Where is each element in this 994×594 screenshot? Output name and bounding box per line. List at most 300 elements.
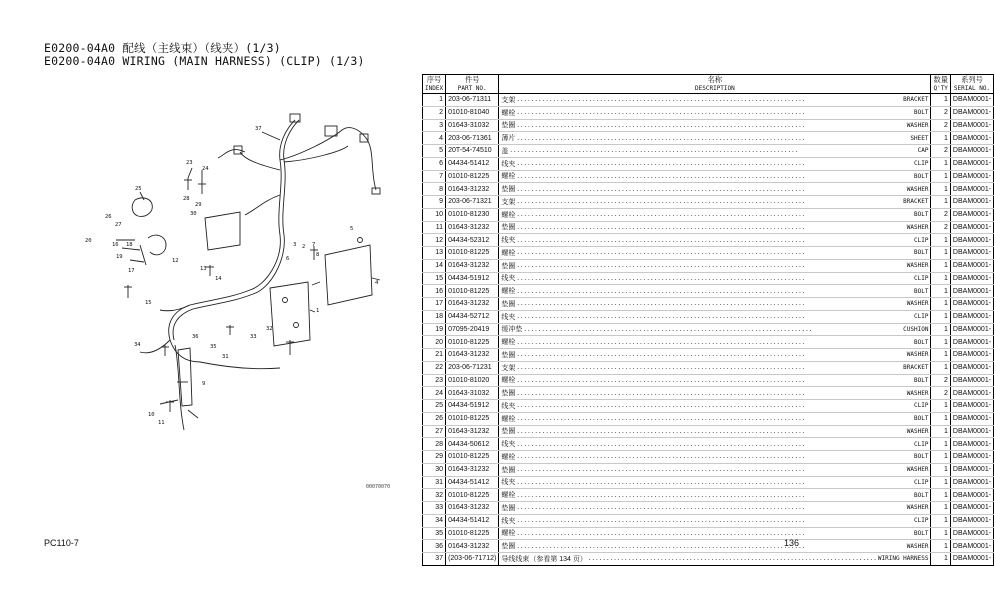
row-serial: DBAM0001-	[950, 119, 993, 132]
row-desc-cn: 支架	[501, 364, 516, 372]
row-serial: DBAM0001-	[950, 259, 993, 272]
row-part-no: 01643-31232	[446, 298, 499, 311]
leader-dots	[516, 160, 913, 167]
row-description	[499, 221, 931, 234]
row-description	[499, 540, 931, 553]
row-serial: DBAM0001-	[950, 361, 993, 374]
row-qty: 1	[931, 285, 950, 298]
diagram-label: 28	[183, 196, 190, 202]
diagram-label: 14	[215, 276, 222, 282]
row-desc-en: BOLT	[914, 287, 929, 295]
row-description	[499, 310, 931, 323]
row-desc-en: BRACKET	[903, 96, 929, 104]
row-desc-cn: 垫圈	[501, 186, 516, 194]
row-part-no: 04434-52712	[446, 310, 499, 323]
row-part-no: 203-06-71321	[446, 196, 499, 209]
row-part-no: 01010-81230	[446, 208, 499, 221]
leader-dots	[516, 109, 913, 116]
row-part-no: 01643-31232	[446, 425, 499, 438]
leader-dots	[523, 326, 902, 333]
row-qty: 1	[931, 196, 950, 209]
row-serial: DBAM0001-	[950, 310, 993, 323]
row-desc-en: BRACKET	[903, 364, 929, 372]
row-desc-cn: 线夹	[501, 275, 516, 283]
diagram-label: 4	[375, 280, 379, 286]
row-part-no: 04434-50612	[446, 438, 499, 451]
row-desc-cn: 盖	[501, 147, 509, 155]
row-desc-cn: 螺栓	[501, 377, 516, 385]
row-qty: 2	[931, 145, 950, 158]
leader-dots	[516, 402, 913, 409]
row-part-no: 01010-81225	[446, 451, 499, 464]
leader-dots	[516, 377, 913, 384]
row-desc-en: SHEET	[910, 134, 929, 142]
row-desc-en: CUSHION	[903, 325, 929, 333]
row-desc-cn: 垫圈	[501, 466, 516, 474]
row-index: 26	[423, 412, 446, 425]
diagram-label: 10	[148, 412, 155, 418]
table-row	[423, 94, 994, 107]
diagram-label: 31	[222, 354, 229, 360]
row-description	[499, 234, 931, 247]
row-desc-cn: 垫圈	[501, 428, 516, 436]
table-row	[423, 489, 994, 502]
leader-dots	[516, 288, 913, 295]
row-index: 33	[423, 502, 446, 515]
row-index: 21	[423, 349, 446, 362]
row-serial: DBAM0001-	[950, 157, 993, 170]
title-cn: E0200-04A0 配线（主线束）（线夹）(1/3)	[44, 41, 281, 55]
row-part-no: (203-06-71712)	[446, 553, 499, 566]
diagram-label: 5	[350, 226, 354, 232]
table-row	[423, 221, 994, 234]
row-qty: 2	[931, 106, 950, 119]
row-description	[499, 463, 931, 476]
row-description	[499, 298, 931, 311]
row-desc-en: BOLT	[914, 249, 929, 257]
row-part-no: 203-06-71231	[446, 361, 499, 374]
row-index: 16	[423, 285, 446, 298]
row-qty: 1	[931, 502, 950, 515]
leader-dots	[516, 543, 905, 550]
row-desc-cn: 垫圈	[501, 504, 516, 512]
row-description	[499, 374, 931, 387]
diagram-label: 11	[158, 420, 165, 426]
row-description	[499, 259, 931, 272]
row-description	[499, 183, 931, 196]
row-qty: 1	[931, 234, 950, 247]
leader-dots	[516, 530, 913, 537]
row-description	[499, 119, 931, 132]
table-row	[423, 183, 994, 196]
row-description	[499, 170, 931, 183]
row-part-no: 01010-81040	[446, 106, 499, 119]
row-desc-en: CLIP	[914, 274, 929, 282]
diagram-label: 33	[250, 334, 257, 340]
table-row	[423, 119, 994, 132]
row-index: 25	[423, 400, 446, 413]
row-serial: DBAM0001-	[950, 438, 993, 451]
row-desc-cn: 垫圈	[501, 122, 516, 130]
diagram-label: 25	[135, 186, 142, 192]
row-serial: DBAM0001-	[950, 183, 993, 196]
row-index: 12	[423, 234, 446, 247]
row-part-no: 01643-31232	[446, 463, 499, 476]
table-row	[423, 106, 994, 119]
leader-dots	[516, 504, 905, 511]
row-index: 34	[423, 514, 446, 527]
diagram-label: 26	[105, 214, 112, 220]
diagram-label: 16	[112, 242, 119, 248]
row-index: 23	[423, 374, 446, 387]
row-qty: 1	[931, 157, 950, 170]
leader-dots	[516, 198, 902, 205]
row-serial: DBAM0001-	[950, 540, 993, 553]
col-index: 序号 INDEX	[423, 75, 446, 94]
row-qty: 1	[931, 298, 950, 311]
table-row	[423, 196, 994, 209]
row-index: 14	[423, 259, 446, 272]
parts-table	[422, 74, 994, 566]
row-qty: 1	[931, 527, 950, 540]
row-desc-en: BOLT	[914, 376, 929, 384]
row-desc-cn: 线夹	[501, 441, 516, 449]
row-index: 19	[423, 323, 446, 336]
row-desc-cn: 线夹	[501, 402, 516, 410]
model-code: PC110-7	[44, 538, 79, 548]
diagram-label: 23	[186, 160, 193, 166]
table-row	[423, 451, 994, 464]
row-description	[499, 132, 931, 145]
diagram-label: 13	[200, 266, 207, 272]
table-row	[423, 374, 994, 387]
leader-dots	[516, 96, 902, 103]
table-row	[423, 272, 994, 285]
diagram-label: 27	[115, 222, 122, 228]
row-serial: DBAM0001-	[950, 272, 993, 285]
table-row	[423, 170, 994, 183]
row-serial: DBAM0001-	[950, 527, 993, 540]
leader-dots	[516, 211, 913, 218]
row-description	[499, 196, 931, 209]
row-desc-cn: 螺栓	[501, 211, 516, 219]
leader-dots	[516, 351, 905, 358]
diagram-label: 18	[126, 242, 133, 248]
title-en: E0200-04A0 WIRING (MAIN HARNESS) (CLIP) (1/3)	[44, 54, 365, 68]
diagram-label: 20	[85, 238, 92, 244]
row-desc-en: BOLT	[914, 529, 929, 537]
row-qty: 2	[931, 221, 950, 234]
row-desc-en: WASHER	[906, 389, 929, 397]
row-qty: 1	[931, 323, 950, 336]
row-desc-cn: 螺栓	[501, 339, 516, 347]
table-row	[423, 208, 994, 221]
row-serial: DBAM0001-	[950, 463, 993, 476]
row-desc-cn: 垫圈	[501, 262, 516, 270]
row-serial: DBAM0001-	[950, 247, 993, 260]
row-desc-en: CLIP	[914, 440, 929, 448]
leader-dots	[516, 262, 905, 269]
row-index: 17	[423, 298, 446, 311]
row-serial: DBAM0001-	[950, 170, 993, 183]
table-row	[423, 553, 994, 566]
row-description	[499, 553, 931, 566]
row-desc-en: CLIP	[914, 160, 929, 168]
leader-dots	[516, 492, 913, 499]
row-index: 9	[423, 196, 446, 209]
diagram-label: 24	[202, 166, 209, 172]
row-desc-cn: 线夹	[501, 237, 516, 245]
row-description	[499, 489, 931, 502]
table-row	[423, 438, 994, 451]
row-part-no: 01643-31232	[446, 183, 499, 196]
row-index: 2	[423, 106, 446, 119]
row-description	[499, 247, 931, 260]
row-part-no: 01643-31232	[446, 259, 499, 272]
diagram-label: 2	[302, 244, 306, 250]
row-part-no: 01643-31232	[446, 502, 499, 515]
row-desc-en: BOLT	[914, 453, 929, 461]
row-serial: DBAM0001-	[950, 323, 993, 336]
row-index: 5	[423, 145, 446, 158]
leader-dots	[588, 555, 877, 562]
figure-code: 00070070	[366, 484, 391, 490]
row-serial: DBAM0001-	[950, 196, 993, 209]
leader-dots	[516, 364, 902, 371]
row-qty: 1	[931, 489, 950, 502]
diagram-label: 32	[266, 326, 273, 332]
diagram-label: 35	[210, 344, 217, 350]
row-qty: 1	[931, 425, 950, 438]
row-part-no: 01010-81225	[446, 412, 499, 425]
row-index: 8	[423, 183, 446, 196]
row-part-no: 01643-31232	[446, 221, 499, 234]
row-part-no: 01010-81225	[446, 247, 499, 260]
row-qty: 1	[931, 553, 950, 566]
row-description	[499, 451, 931, 464]
row-desc-cn: 螺栓	[501, 173, 516, 181]
table-row	[423, 476, 994, 489]
row-description	[499, 157, 931, 170]
row-index: 3	[423, 119, 446, 132]
diagram-label: 12	[172, 258, 179, 264]
row-index: 1	[423, 94, 446, 107]
table-row	[423, 234, 994, 247]
row-index: 18	[423, 310, 446, 323]
row-qty: 2	[931, 119, 950, 132]
row-description	[499, 145, 931, 158]
row-desc-cn: 垫圈	[501, 300, 516, 308]
row-index: 24	[423, 387, 446, 400]
row-desc-en: BOLT	[914, 211, 929, 219]
table-row	[423, 540, 994, 553]
row-desc-en: CLIP	[914, 517, 929, 525]
row-description	[499, 349, 931, 362]
row-qty: 1	[931, 451, 950, 464]
leader-dots	[516, 428, 905, 435]
row-qty: 1	[931, 476, 950, 489]
row-qty: 1	[931, 259, 950, 272]
row-part-no: 01010-81225	[446, 527, 499, 540]
row-qty: 2	[931, 387, 950, 400]
diagram-label: 29	[195, 202, 202, 208]
row-desc-en: BOLT	[914, 491, 929, 499]
row-qty: 1	[931, 361, 950, 374]
row-part-no: 01010-81225	[446, 489, 499, 502]
leader-dots	[516, 237, 913, 244]
row-desc-cn: 线夹	[501, 517, 516, 525]
row-serial: DBAM0001-	[950, 221, 993, 234]
row-part-no: 01010-81225	[446, 170, 499, 183]
row-qty: 1	[931, 310, 950, 323]
row-serial: DBAM0001-	[950, 425, 993, 438]
table-row	[423, 387, 994, 400]
row-description	[499, 336, 931, 349]
row-desc-cn: 缓冲垫	[501, 326, 523, 334]
table-row	[423, 298, 994, 311]
row-serial: DBAM0001-	[950, 94, 993, 107]
row-qty: 1	[931, 272, 950, 285]
row-part-no: 04434-52312	[446, 234, 499, 247]
diagram-label: 9	[202, 381, 206, 387]
row-index: 15	[423, 272, 446, 285]
row-index: 31	[423, 476, 446, 489]
row-description	[499, 106, 931, 119]
col-qty: 数量 Q'TY	[931, 75, 950, 94]
row-serial: DBAM0001-	[950, 285, 993, 298]
row-desc-cn: 螺栓	[501, 453, 516, 461]
row-serial: DBAM0001-	[950, 298, 993, 311]
leader-dots	[516, 224, 905, 231]
leader-dots	[516, 441, 913, 448]
row-index: 4	[423, 132, 446, 145]
col-part-no: 件号 PART NO.	[446, 75, 499, 94]
row-index: 37	[423, 553, 446, 566]
diagram-label: 19	[116, 254, 123, 260]
row-index: 20	[423, 336, 446, 349]
row-serial: DBAM0001-	[950, 234, 993, 247]
row-desc-en: BOLT	[914, 109, 929, 117]
row-desc-en: CAP	[917, 147, 929, 155]
table-header-row	[423, 75, 994, 94]
row-description	[499, 272, 931, 285]
leader-dots	[509, 147, 916, 154]
table-row	[423, 527, 994, 540]
table-row	[423, 463, 994, 476]
table-row	[423, 361, 994, 374]
row-qty: 1	[931, 349, 950, 362]
table-row	[423, 310, 994, 323]
row-serial: DBAM0001-	[950, 336, 993, 349]
table-row	[423, 412, 994, 425]
row-index: 11	[423, 221, 446, 234]
row-desc-en: CLIP	[914, 313, 929, 321]
row-part-no: 01643-31032	[446, 119, 499, 132]
diagram-label: 36	[192, 334, 199, 340]
row-part-no: 04434-51912	[446, 400, 499, 413]
row-index: 35	[423, 527, 446, 540]
row-serial: DBAM0001-	[950, 374, 993, 387]
row-desc-en: WIRING HARNESS	[877, 555, 929, 563]
row-desc-cn: 螺栓	[501, 249, 516, 257]
row-desc-cn: 导线线束（参看第 134 页）	[501, 555, 587, 563]
row-index: 27	[423, 425, 446, 438]
col-description: 名称 DESCRIPTION	[499, 75, 931, 94]
col-serial: 系列号 SERIAL NO.	[950, 75, 993, 94]
row-desc-cn: 薄片	[501, 135, 516, 143]
row-qty: 1	[931, 438, 950, 451]
leader-dots	[516, 275, 913, 282]
row-description	[499, 514, 931, 527]
row-qty: 1	[931, 336, 950, 349]
row-qty: 1	[931, 412, 950, 425]
row-description	[499, 208, 931, 221]
row-part-no: 01010-81020	[446, 374, 499, 387]
row-description	[499, 361, 931, 374]
diagram-label: 7	[312, 242, 316, 248]
row-serial: DBAM0001-	[950, 514, 993, 527]
row-serial: DBAM0001-	[950, 553, 993, 566]
leader-dots	[516, 517, 913, 524]
row-part-no: 04434-51412	[446, 514, 499, 527]
diagram-label: 34	[134, 342, 141, 348]
row-desc-en: CLIP	[914, 478, 929, 486]
leader-dots	[516, 453, 913, 460]
row-desc-cn: 螺栓	[501, 415, 516, 423]
row-part-no: 01643-31232	[446, 540, 499, 553]
row-description	[499, 425, 931, 438]
row-description	[499, 94, 931, 107]
row-qty: 1	[931, 463, 950, 476]
row-qty: 2	[931, 374, 950, 387]
row-part-no: 01010-81225	[446, 336, 499, 349]
row-index: 22	[423, 361, 446, 374]
row-index: 36	[423, 540, 446, 553]
row-part-no: 01643-31232	[446, 349, 499, 362]
table-row	[423, 323, 994, 336]
diagram-label: 30	[190, 211, 197, 217]
leader-dots	[516, 390, 905, 397]
leader-dots	[516, 249, 913, 256]
row-desc-en: BOLT	[914, 415, 929, 423]
diagram-label: 37	[255, 126, 262, 132]
row-part-no: 01010-81225	[446, 285, 499, 298]
row-desc-cn: 支架	[501, 198, 516, 206]
leader-dots	[516, 300, 905, 307]
row-qty: 1	[931, 132, 950, 145]
row-part-no: 07095-20419	[446, 323, 499, 336]
row-serial: DBAM0001-	[950, 502, 993, 515]
row-qty: 1	[931, 514, 950, 527]
row-index: 29	[423, 451, 446, 464]
diagram-label: 15	[145, 300, 152, 306]
table-row	[423, 145, 994, 158]
table-row	[423, 400, 994, 413]
row-serial: DBAM0001-	[950, 208, 993, 221]
table-row	[423, 285, 994, 298]
row-serial: DBAM0001-	[950, 349, 993, 362]
row-desc-cn: 线夹	[501, 313, 516, 321]
leader-dots	[516, 415, 913, 422]
diagram-label: 6	[286, 256, 290, 262]
row-desc-en: BOLT	[914, 172, 929, 180]
row-desc-en: BOLT	[914, 338, 929, 346]
row-description	[499, 476, 931, 489]
diagram-label: 3	[293, 242, 297, 248]
row-desc-cn: 支架	[501, 96, 516, 104]
row-qty: 1	[931, 170, 950, 183]
row-desc-en: CLIP	[914, 402, 929, 410]
